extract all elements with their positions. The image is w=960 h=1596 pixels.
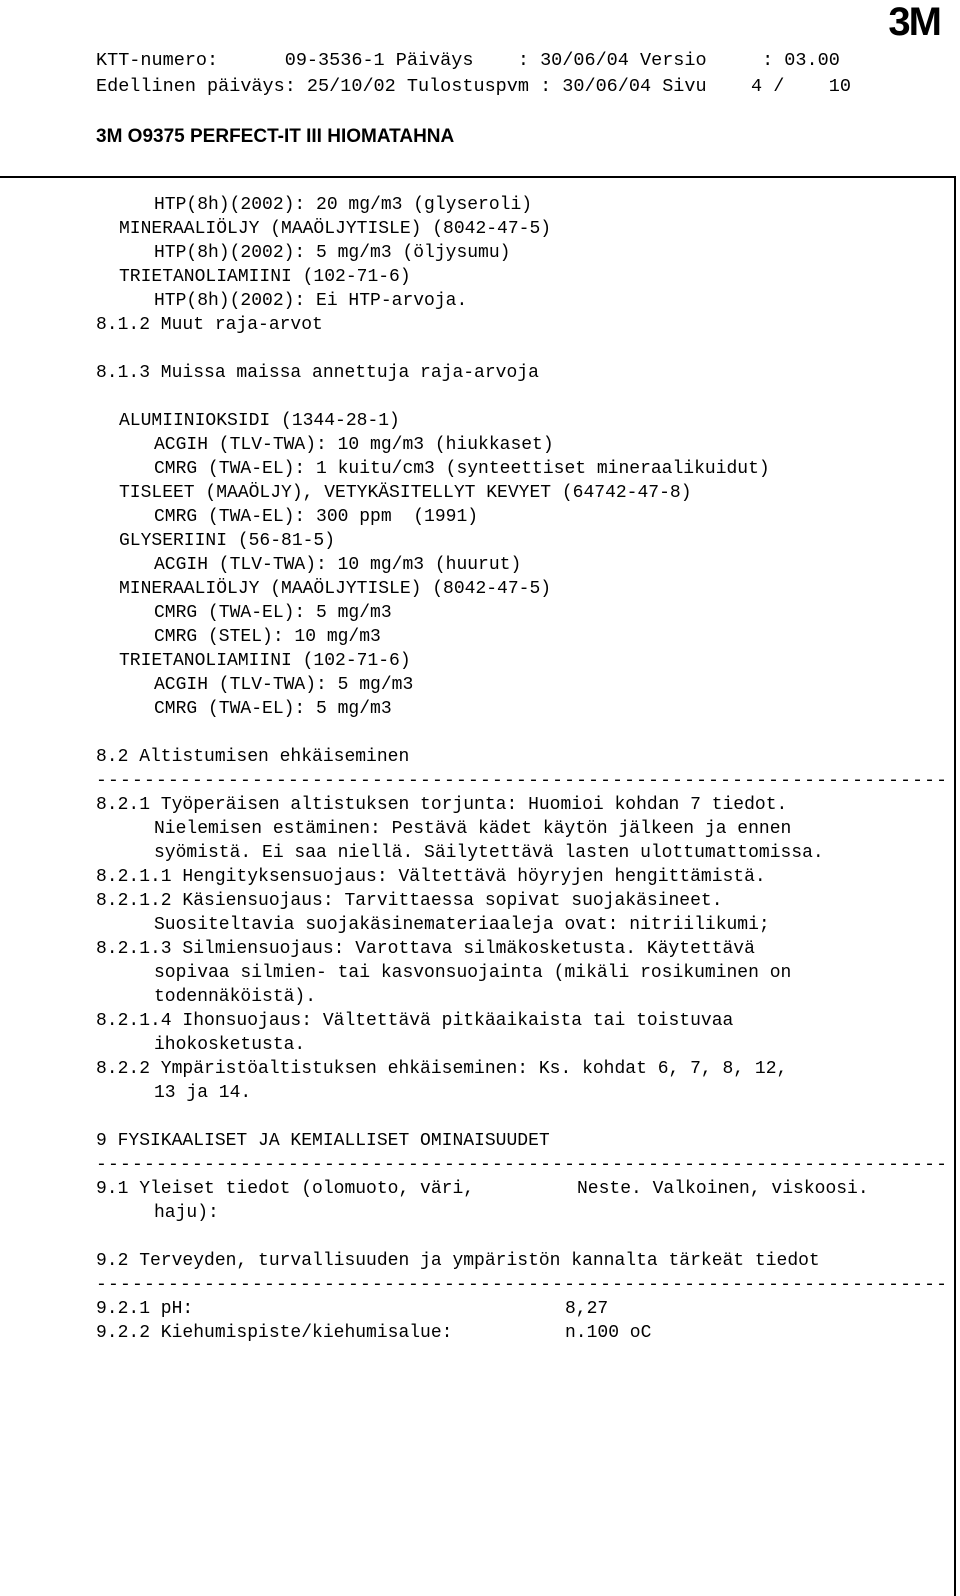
text-line: 9 FYSIKAALISET JA KEMIALLISET OMINAISUUDET	[96, 1131, 550, 1151]
text-line: 8.2.1.2 Käsiensuojaus: Tarvittaessa sopivat suojakäsineet.	[96, 891, 723, 911]
text-line: CMRG (TWA-EL): 5 mg/m3	[154, 603, 392, 623]
text-line: ALUMIINIOKSIDI (1344-28-1)	[119, 411, 400, 431]
text-line: 13 ja 14.	[154, 1083, 252, 1103]
text-line: TRIETANOLIAMIINI (102-71-6)	[119, 267, 411, 287]
3m-logo: 3M	[888, 0, 940, 44]
text-line: MINERAALIÖLJY (MAAÖLJYTISLE) (8042-47-5)	[119, 579, 552, 599]
text-line: ACGIH (TLV-TWA): 10 mg/m3 (huurut)	[154, 555, 522, 575]
text-line: haju):	[154, 1203, 219, 1223]
text-line: CMRG (TWA-EL): 5 mg/m3	[154, 699, 392, 719]
text-line: 8.2.1.3 Silmiensuojaus: Varottava silmäkosketusta. Käytettävä	[96, 939, 755, 959]
section-separator: -----------------------------------------------------------------------	[96, 771, 949, 791]
text-line: 9.2.2 Kiehumispiste/kiehumisalue:	[96, 1323, 453, 1343]
text-line: 8.1.2 Muut raja-arvot	[96, 315, 323, 335]
text-line: CMRG (STEL): 10 mg/m3	[154, 627, 381, 647]
text-line: 8,27	[565, 1299, 609, 1319]
text-line: todennäköistä).	[154, 987, 317, 1007]
header-line-1: KTT-numero: 09-3536-1 Päiväys : 30/06/04 Versio : 03.00	[96, 50, 840, 71]
text-line: TRIETANOLIAMIINI (102-71-6)	[119, 651, 411, 671]
text-line: HTP(8h)(2002): Ei HTP-arvoja.	[154, 291, 468, 311]
text-line: CMRG (TWA-EL): 1 kuitu/cm3 (synteettiset mineraalikuidut)	[154, 459, 770, 479]
text-line: GLYSERIINI (56-81-5)	[119, 531, 336, 551]
section-separator: -----------------------------------------------------------------------	[96, 1275, 949, 1295]
text-line: 8.2 Altistumisen ehkäiseminen	[96, 747, 410, 767]
header-line-2: Edellinen päiväys: 25/10/02 Tulostuspvm : 30/06/04 Sivu 4 / 10	[96, 76, 851, 97]
text-line: ihokosketusta.	[154, 1035, 306, 1055]
text-line: 8.2.1 Työperäisen altistuksen torjunta: Huomioi kohdan 7 tiedot.	[96, 795, 788, 815]
text-line: ACGIH (TLV-TWA): 5 mg/m3	[154, 675, 414, 695]
text-line: 8.2.1.1 Hengityksensuojaus: Vältettävä höyryjen hengittämistä.	[96, 867, 766, 887]
text-line: Neste. Valkoinen, viskoosi.	[577, 1179, 869, 1199]
text-line: HTP(8h)(2002): 20 mg/m3 (glyseroli)	[154, 195, 533, 215]
text-line: 8.2.1.4 Ihonsuojaus: Vältettävä pitkäaikaista tai toistuvaa	[96, 1011, 734, 1031]
text-line: 8.1.3 Muissa maissa annettuja raja-arvoja	[96, 363, 539, 383]
text-line: sopivaa silmien- tai kasvonsuojainta (mikäli rosikuminen on	[154, 963, 792, 983]
text-line: ACGIH (TLV-TWA): 10 mg/m3 (hiukkaset)	[154, 435, 554, 455]
text-line: 8.2.2 Ympäristöaltistuksen ehkäiseminen: Ks. kohdat 6, 7, 8, 12,	[96, 1059, 788, 1079]
text-line: TISLEET (MAAÖLJY), VETYKÄSITELLYT KEVYET (64742-47-8)	[119, 483, 692, 503]
text-line: CMRG (TWA-EL): 300 ppm (1991)	[154, 507, 479, 527]
text-line: Nielemisen estäminen: Pestävä kädet käytön jälkeen ja ennen	[154, 819, 792, 839]
text-line: Suositeltavia suojakäsinemateriaaleja ovat: nitriilikumi;	[154, 915, 770, 935]
text-line: MINERAALIÖLJY (MAAÖLJYTISLE) (8042-47-5)	[119, 219, 552, 239]
document-title: 3M O9375 PERFECT-IT III HIOMATAHNA	[96, 126, 455, 147]
section-separator: -----------------------------------------------------------------------	[96, 1155, 949, 1175]
text-line: 9.2 Terveyden, turvallisuuden ja ympäristön kannalta tärkeät tiedot	[96, 1251, 820, 1271]
text-line: HTP(8h)(2002): 5 mg/m3 (öljysumu)	[154, 243, 511, 263]
text-line: n.100 oC	[565, 1323, 652, 1343]
text-line: syömistä. Ei saa niellä. Säilytettävä lasten ulottumattomissa.	[154, 843, 824, 863]
text-line: 9.1 Yleiset tiedot (olomuoto, väri,	[96, 1179, 475, 1199]
text-line: 9.2.1 pH:	[96, 1299, 194, 1319]
